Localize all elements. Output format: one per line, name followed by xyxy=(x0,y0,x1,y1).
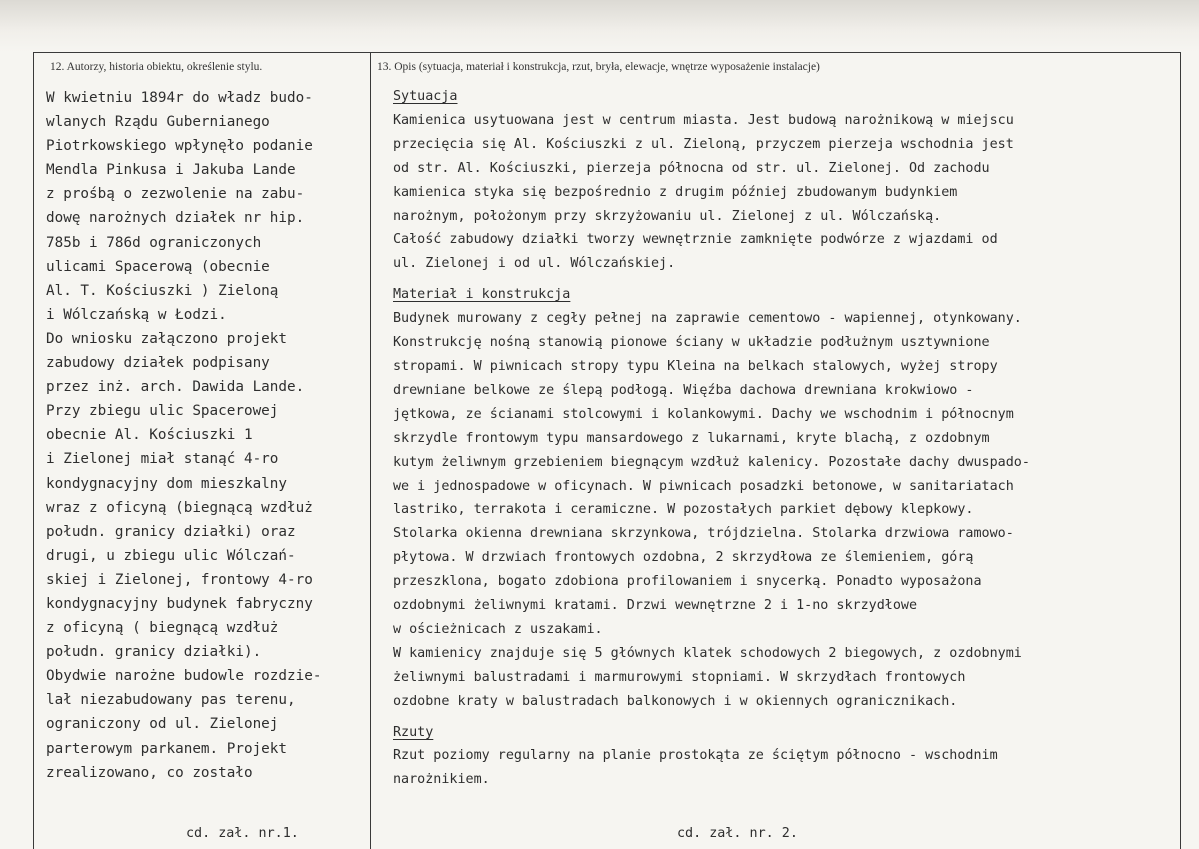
section-heading: Materiał i konstrukcja xyxy=(393,287,571,303)
description-text-line: we i jednospadowe w oficynach. W piwnicach posadzki betonowe, w sanitariatach xyxy=(393,478,1014,494)
description-text-line: kamienica styka się bezpośrednio z drugim później zbudowanym budynkiem xyxy=(393,184,958,200)
scan-edge-shadow xyxy=(0,0,1199,52)
history-text-line: Do wniosku załączono projekt xyxy=(46,330,288,347)
description-text-line: przecięcia się Al. Kościuszki z ul. Zieloną, przyczem pierzeja wschodnia jest xyxy=(393,136,1014,152)
history-text-line: Mendla Pinkusa i Jakuba Lande xyxy=(46,162,296,179)
description-text-line: ozdobne kraty w balustradach balkonowych i w okiennych ogranicznikach. xyxy=(393,693,958,709)
history-text-line: obecnie Al. Kościuszki 1 xyxy=(46,427,253,444)
history-text-line: przez inż. arch. Dawida Lande. xyxy=(46,379,305,396)
history-text-line: ulicami Spacerową (obecnie xyxy=(46,258,270,275)
description-text-line: jętkowa, ze ścianami stolcowymi i kolankowymi. Dachy we wschodnim i północnym xyxy=(393,406,1014,422)
history-text-line: parterowym parkanem. Projekt xyxy=(46,740,288,757)
history-text-line: zrealizowano, co zostało xyxy=(46,764,253,781)
column-divider xyxy=(370,52,371,849)
history-text-line: kondygnacyjny budynek fabryczny xyxy=(46,595,313,612)
history-text-line: zabudowy działek podpisany xyxy=(46,355,270,372)
history-text-line: i Wólczańską w Łodzi. xyxy=(46,306,227,323)
description-text-line: kutym żeliwnym grzebieniem biegnącym wzdłuż kalenicy. Pozostałe dachy dwuspado- xyxy=(393,454,1030,470)
history-text-line: dowę narożnych działek nr hip. xyxy=(46,210,305,227)
history-text-line: lał niezabudowany pas terenu, xyxy=(46,692,296,709)
right-continuation-note: cd. zał. nr. 2. xyxy=(677,826,798,841)
history-text-line: z prośbą o zezwolenie na zabu- xyxy=(46,186,305,203)
description-text-line: w ościeżnicach z uszakami. xyxy=(393,621,603,637)
history-text-line: Piotrkowskiego wpłynęło podanie xyxy=(46,138,313,155)
history-text-line: połudn. granicy działki). xyxy=(46,644,262,661)
history-text-line: drugi, u zbiegu ulic Wólczań- xyxy=(46,547,296,564)
description-text-line: Konstrukcję nośną stanowią pionowe ściany w układzie podłużnym usztywnione xyxy=(393,335,990,351)
description-text-line: Całość zabudowy działki tworzy wewnętrznie zamknięte podwórze z wjazdami od xyxy=(393,232,998,248)
left-column-header: 12. Autorzy, historia obiektu, określenie stylu. xyxy=(50,61,263,73)
description-text-line: Budynek murowany z cegły pełnej na zaprawie cementowo - wapiennej, otynkowany. xyxy=(393,311,1022,327)
description-text-line: drewniane belkowe ze ślepą podłogą. Więźba dachowa drewniana krokwiowo - xyxy=(393,382,974,398)
description-text-line: przeszklona, bogato zdobiona profilowaniem i snycerką. Ponadto wyposażona xyxy=(393,574,982,590)
description-text-line: Stolarka okienna drewniana skrzynkowa, trójdzielna. Stolarka drzwiowa ramowo- xyxy=(393,526,1014,542)
history-text-line: z oficyną ( biegnącą wzdłuż xyxy=(46,620,279,637)
history-text-line: ograniczony od ul. Zielonej xyxy=(46,716,279,733)
left-continuation-note: cd. zał. nr.1. xyxy=(186,826,299,841)
description-text-line: narożnikiem. xyxy=(393,772,490,788)
history-text-line: 785b i 786d ograniczonych xyxy=(46,234,262,251)
description-text-line: Kamienica usytuowana jest w centrum miasta. Jest budową narożnikową w miejscu xyxy=(393,112,1014,128)
history-text-line: połudn. granicy działki) oraz xyxy=(46,523,296,540)
history-text-line: wlanych Rządu Gubernianego xyxy=(46,114,270,131)
history-text-line: Al. T. Kościuszki ) Zieloną xyxy=(46,282,279,299)
description-text-line: ul. Zielonej i od ul. Wólczańskiej. xyxy=(393,256,676,272)
description-text-line: W kamienicy znajduje się 5 głównych klatek schodowych 2 biegowych, z ozdobnymi xyxy=(393,645,1022,661)
section-heading: Sytuacja xyxy=(393,89,458,104)
history-text-line: Obydwie narożne budowle rozdzie- xyxy=(46,668,322,685)
history-text-line: kondygnacyjny dom mieszkalny xyxy=(46,475,288,492)
description-text-line: skrzydle frontowym typu mansardowego z lukarnami, kryte blachą, z ozdobnym xyxy=(393,430,990,446)
history-text-line: W kwietniu 1894r do władz budo- xyxy=(46,90,313,106)
description-text-line: ozdobnymi żeliwnymi kratami. Drzwi wewnętrzne 2 i 1-no skrzydłowe xyxy=(393,598,918,614)
history-text-line: i Zielonej miał stanąć 4-ro xyxy=(46,451,279,468)
history-text-column xyxy=(46,86,368,785)
description-text-line: płytowa. W drzwiach frontowych ozdobna, 2 skrzydłowa ze ślemieniem, górą xyxy=(393,550,974,566)
description-text-line: narożnym, położonym przy skrzyżowaniu ul. Zielonej z ul. Wólczańską. xyxy=(393,208,942,224)
section-heading: Rzuty xyxy=(393,724,434,740)
description-text-column xyxy=(393,85,1173,792)
description-text-line: żeliwnymi balustradami i marmurowymi stopniami. W skrzydłach frontowych xyxy=(393,669,966,685)
right-column-header: 13. Opis (sytuacja, materiał i konstrukcja, rzut, bryła, elewacje, wnętrze wyposażenie instalacje) xyxy=(377,61,820,73)
history-text-line: skiej i Zielonej, frontowy 4-ro xyxy=(46,571,313,588)
description-text-line: od str. Al. Kościuszki, pierzeja północna od str. ul. Zielonej. Od zachodu xyxy=(393,160,990,176)
description-text-line: Rzut poziomy regularny na planie prostokąta ze ściętym północno - wschodnim xyxy=(393,748,998,764)
description-text-line: lastriko, terrakota i ceramiczne. W pozostałych parkiet dębowy klepkowy. xyxy=(393,502,974,518)
description-text-line: stropami. W piwnicach stropy typu Kleina na belkach stalowych, wyżej stropy xyxy=(393,358,998,374)
history-text-line: wraz z oficyną (biegnącą wzdłuż xyxy=(46,499,313,516)
history-text-line: Przy zbiegu ulic Spacerowej xyxy=(46,403,279,420)
